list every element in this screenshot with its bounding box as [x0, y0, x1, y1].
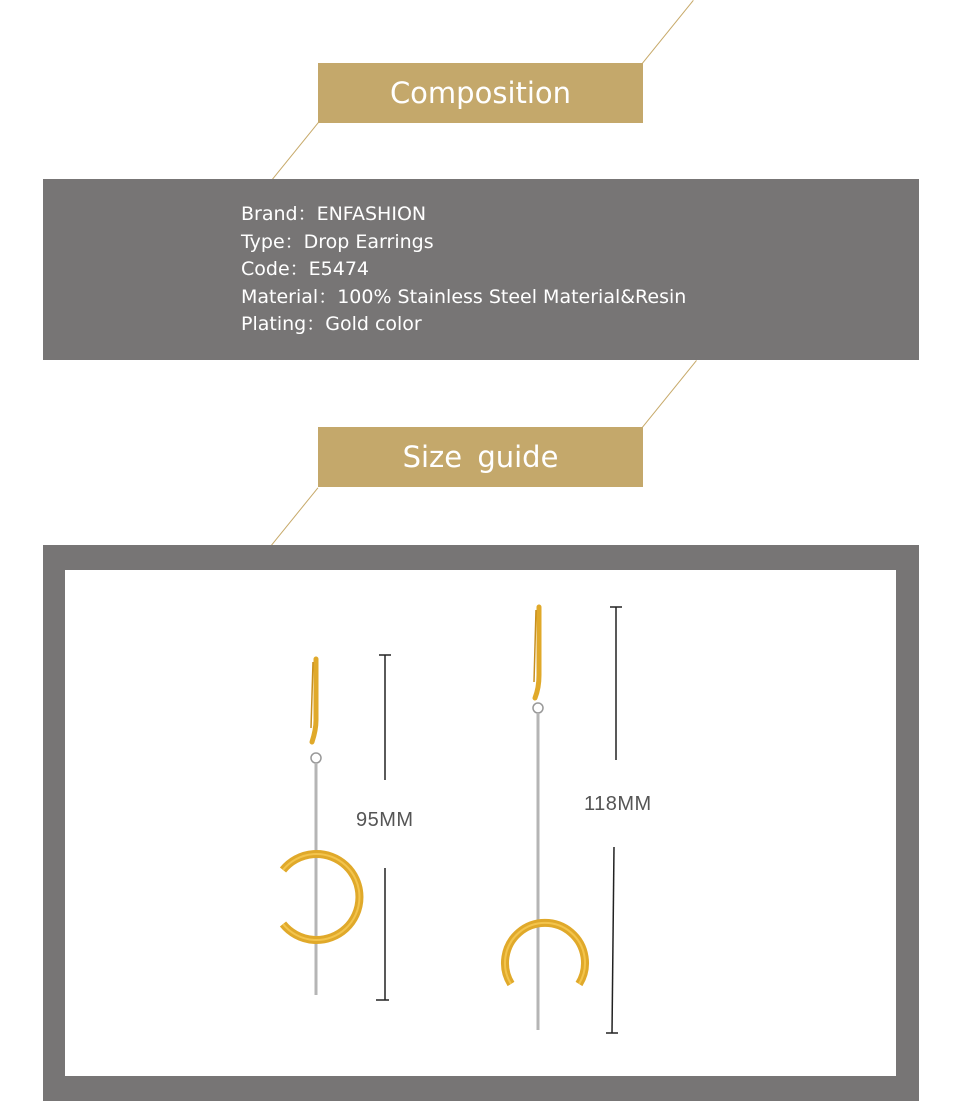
spec-row-material: [241, 284, 686, 312]
length-label-long: 118MM: [584, 793, 652, 815]
product-photo: [65, 570, 896, 1076]
measure-line-118mm: [65, 570, 896, 1076]
spec-key: Code：: [241, 258, 309, 280]
spec-value: Drop Earrings: [303, 230, 434, 253]
spec-value: Gold color: [325, 313, 422, 335]
spec-value: ENFASHION: [316, 203, 427, 225]
decorative-line: [642, 360, 697, 427]
decorative-line: [642, 0, 694, 64]
size-guide-title: Size guide: [318, 427, 643, 487]
spec-key: Type：: [241, 230, 304, 253]
spec-value: 100% Stainless Steel Material&Resin: [337, 285, 687, 308]
composition-panel: [43, 179, 919, 360]
spec-key: Material：: [241, 285, 338, 308]
spec-key: Plating：: [241, 313, 326, 335]
length-label-short: 95MM: [356, 809, 414, 831]
spec-row-code: [241, 256, 686, 284]
decorative-line: [271, 487, 318, 545]
spec-key: Brand：: [241, 203, 317, 225]
spec-list: [241, 201, 686, 339]
spec-row-brand: [241, 201, 686, 229]
composition-title: Composition: [318, 63, 643, 123]
spec-row-plating: [241, 311, 686, 339]
spec-row-type: [241, 229, 686, 257]
size-guide-panel: [43, 545, 919, 1101]
decorative-line: [272, 122, 319, 179]
spec-value: E5474: [308, 258, 370, 280]
